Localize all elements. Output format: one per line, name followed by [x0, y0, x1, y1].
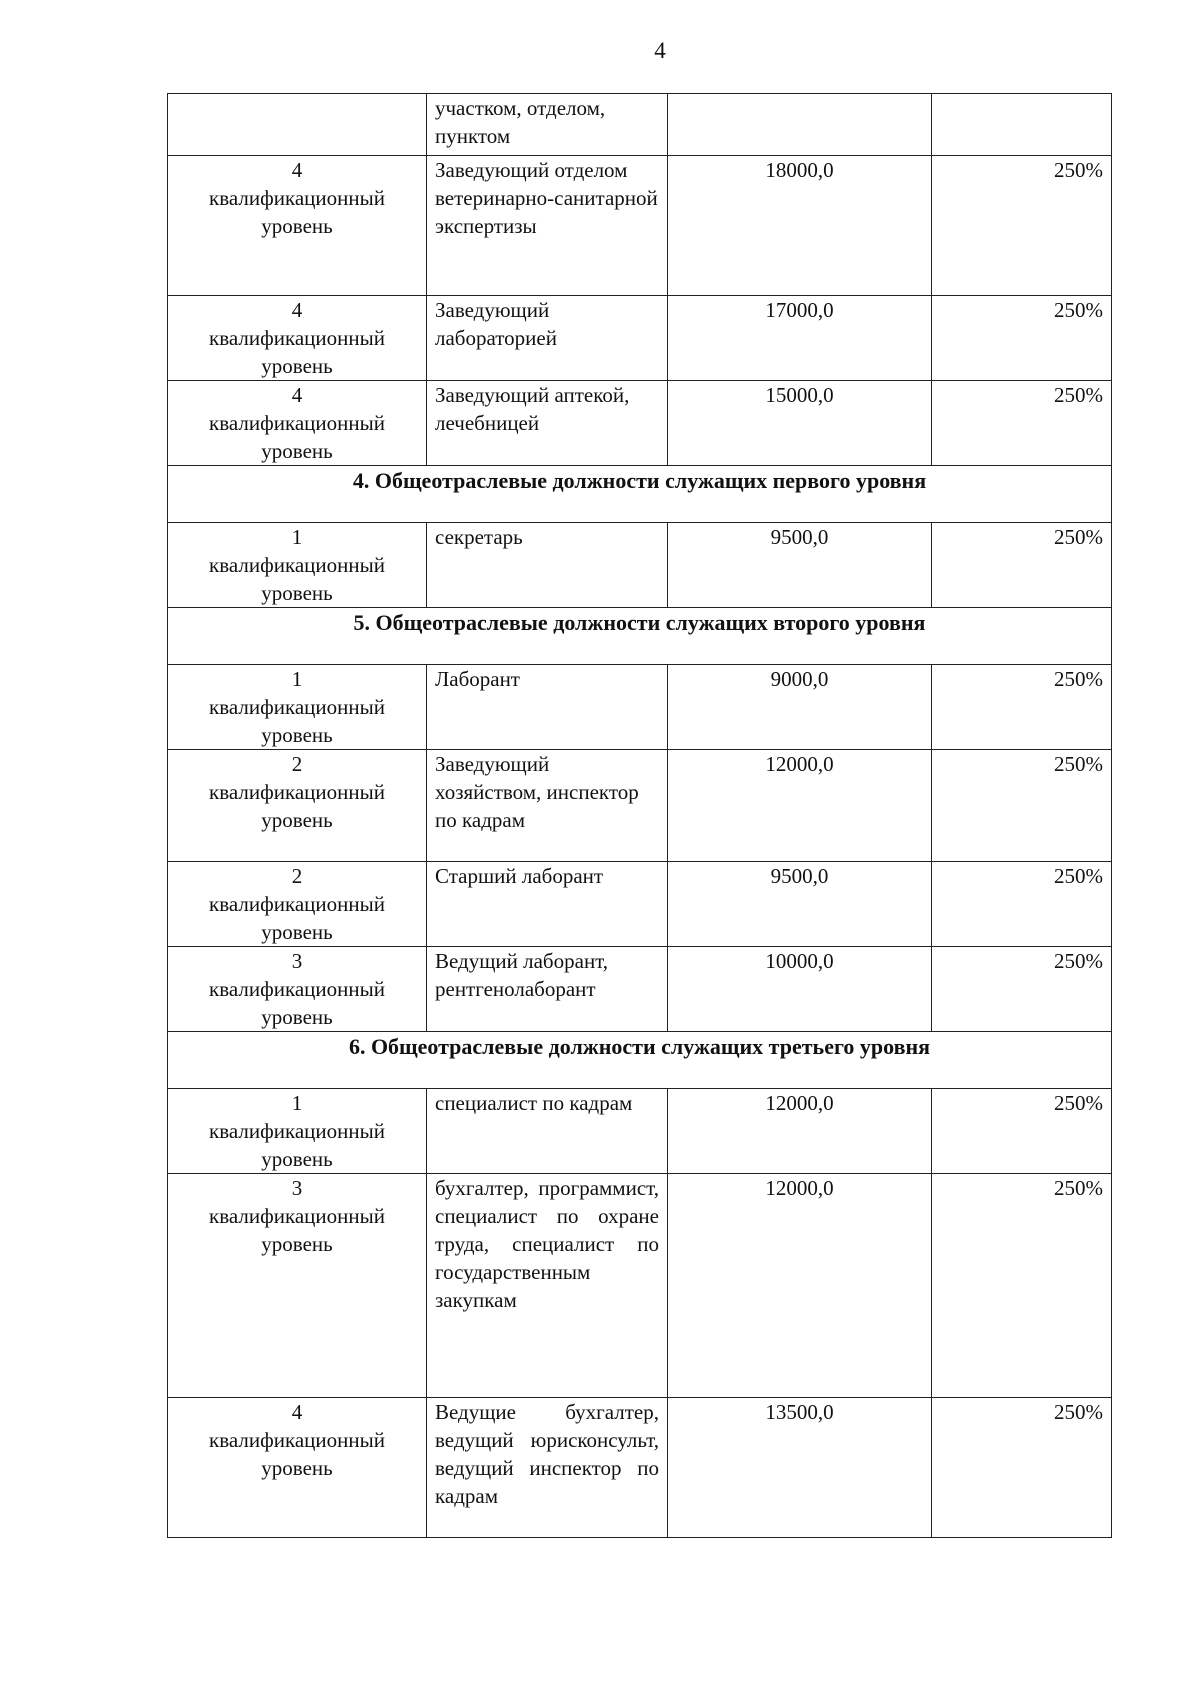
- qualification-level-num: 4: [291, 158, 303, 182]
- salary-cell: 9500,0: [668, 862, 932, 947]
- qualification-level-unit: уровень: [261, 439, 333, 463]
- section-title: 5. Общеотраслевые должности служащих второго уровня: [168, 608, 1112, 665]
- salary-cell: 10000,0: [668, 947, 932, 1032]
- qualification-level-cell: [168, 1398, 427, 1538]
- qualification-level-num: 3: [291, 1176, 303, 1200]
- table-row: [168, 862, 1112, 947]
- qualification-level-unit: уровень: [261, 723, 333, 747]
- salary-table: [167, 93, 1112, 1538]
- qualification-level-unit: уровень: [261, 1005, 333, 1029]
- qualification-level-cell: [168, 1174, 427, 1398]
- qualification-level-num: 1: [291, 1091, 303, 1115]
- qualification-level-cell: [168, 750, 427, 862]
- table-row: [168, 296, 1112, 381]
- coefficient-cell: 250%: [932, 1089, 1112, 1174]
- qualification-level-num: 4: [291, 1400, 303, 1424]
- salary-cell: 9000,0: [668, 665, 932, 750]
- qualification-level-num: 2: [291, 752, 303, 776]
- qualification-level-word: квалификационный: [209, 892, 385, 916]
- position-cell: Заведующий лабораторией: [427, 296, 668, 381]
- table-row: [168, 381, 1112, 466]
- qualification-level-unit: уровень: [261, 1456, 333, 1480]
- qualification-level-word: квалификационный: [209, 553, 385, 577]
- section-title: 4. Общеотраслевые должности служащих первого уровня: [168, 466, 1112, 523]
- coefficient-cell: 250%: [932, 381, 1112, 466]
- coefficient-cell: 250%: [932, 750, 1112, 862]
- qualification-level-unit: уровень: [261, 1232, 333, 1256]
- salary-cell: 13500,0: [668, 1398, 932, 1538]
- coefficient-cell: 250%: [932, 665, 1112, 750]
- table-row: [168, 156, 1112, 296]
- qualification-level-cell: [168, 381, 427, 466]
- table-row: [168, 750, 1112, 862]
- section-header-row: [168, 466, 1112, 523]
- qualification-level-word: квалификационный: [209, 186, 385, 210]
- qualification-level-unit: уровень: [261, 808, 333, 832]
- coefficient-cell: 250%: [932, 523, 1112, 608]
- table-row: [168, 1089, 1112, 1174]
- qualification-level-word: квалификационный: [209, 326, 385, 350]
- position-cell: Ведущий лаборант, рентгенолаборант: [427, 947, 668, 1032]
- section-title: 6. Общеотраслевые должности служащих третьего уровня: [168, 1032, 1112, 1089]
- section-header-row: [168, 608, 1112, 665]
- position-cell: Заведующий отделом ветеринарно-санитарной экспертизы: [427, 156, 668, 296]
- table-row: [168, 947, 1112, 1032]
- qualification-level-word: квалификационный: [209, 411, 385, 435]
- qualification-level-unit: уровень: [261, 214, 333, 238]
- qualification-level-word: квалификационный: [209, 1119, 385, 1143]
- qualification-level-word: квалификационный: [209, 695, 385, 719]
- qualification-level-num: 4: [291, 298, 303, 322]
- qualification-level-num: 4: [291, 383, 303, 407]
- coefficient-cell: [932, 94, 1112, 156]
- qualification-level-cell: [168, 94, 427, 156]
- salary-cell: 17000,0: [668, 296, 932, 381]
- section-header-row: [168, 1032, 1112, 1089]
- qualification-level-word: квалификационный: [209, 1204, 385, 1228]
- table-body: [168, 94, 1112, 1538]
- qualification-level-unit: уровень: [261, 581, 333, 605]
- coefficient-cell: 250%: [932, 296, 1112, 381]
- position-cell: специалист по кадрам: [427, 1089, 668, 1174]
- salary-cell: 12000,0: [668, 750, 932, 862]
- qualification-level-unit: уровень: [261, 1147, 333, 1171]
- qualification-level-cell: [168, 523, 427, 608]
- coefficient-cell: 250%: [932, 156, 1112, 296]
- table-row: [168, 94, 1112, 156]
- position-cell: Ведущие бухгалтер, ведущий юрисконсульт, ведущий инспектор по кадрам: [427, 1398, 668, 1538]
- qualification-level-cell: [168, 1089, 427, 1174]
- qualification-level-word: квалификационный: [209, 1428, 385, 1452]
- qualification-level-unit: уровень: [261, 920, 333, 944]
- position-cell: секретарь: [427, 523, 668, 608]
- qualification-level-cell: [168, 665, 427, 750]
- table-row: [168, 523, 1112, 608]
- page-number: 4: [654, 38, 666, 63]
- qualification-level-word: квалификационный: [209, 780, 385, 804]
- qualification-level-unit: уровень: [261, 354, 333, 378]
- coefficient-cell: 250%: [932, 1174, 1112, 1398]
- qualification-level-cell: [168, 296, 427, 381]
- qualification-level-num: 1: [291, 667, 303, 691]
- qualification-level-num: 1: [291, 525, 303, 549]
- qualification-level-num: 2: [291, 864, 303, 888]
- coefficient-cell: 250%: [932, 947, 1112, 1032]
- salary-cell: [668, 94, 932, 156]
- qualification-level-word: квалификационный: [209, 977, 385, 1001]
- salary-cell: 18000,0: [668, 156, 932, 296]
- salary-cell: 15000,0: [668, 381, 932, 466]
- salary-cell: 9500,0: [668, 523, 932, 608]
- position-cell: Старший лаборант: [427, 862, 668, 947]
- position-cell: бухгалтер, программист, специалист по охране труда, специалист по государственным закупкам: [427, 1174, 668, 1398]
- position-cell: участком, отделом, пунктом: [427, 94, 668, 156]
- qualification-level-cell: [168, 156, 427, 296]
- position-cell: Заведующий хозяйством, инспектор по кадрам: [427, 750, 668, 862]
- position-cell: Лаборант: [427, 665, 668, 750]
- table-row: [168, 665, 1112, 750]
- qualification-level-num: 3: [291, 949, 303, 973]
- table-row: [168, 1398, 1112, 1538]
- coefficient-cell: 250%: [932, 1398, 1112, 1538]
- position-cell: Заведующий аптекой, лечебницей: [427, 381, 668, 466]
- qualification-level-cell: [168, 862, 427, 947]
- coefficient-cell: 250%: [932, 862, 1112, 947]
- salary-cell: 12000,0: [668, 1174, 932, 1398]
- salary-cell: 12000,0: [668, 1089, 932, 1174]
- table-row: [168, 1174, 1112, 1398]
- qualification-level-cell: [168, 947, 427, 1032]
